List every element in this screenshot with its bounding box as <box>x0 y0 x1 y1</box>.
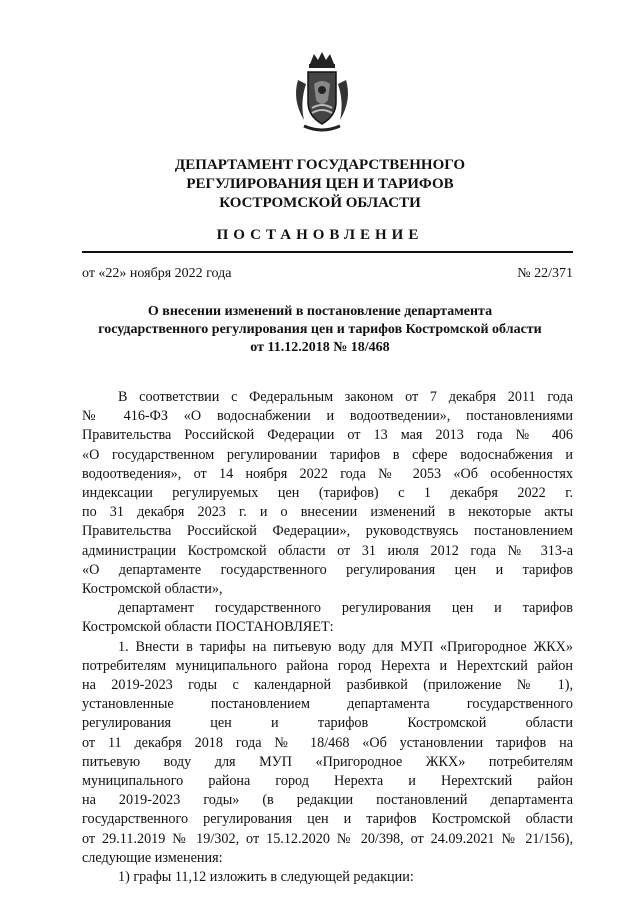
body-line: питьевую воду для МУП «Пригородное ЖКХ» потребителям <box>82 753 573 770</box>
body-line: индексации регулируемых цен (тарифов) с 1 декабря 2022 г. <box>82 485 573 502</box>
body-line: Правительства Российской Федерации от 13 мая 2013 года № 406 <box>82 427 573 444</box>
body-line: потребителям муниципального района город Нерехта и Нерехтский район <box>82 657 573 674</box>
body-line: № 416-ФЗ «О водоснабжении и водоотведении», постановлениями <box>82 408 573 425</box>
body-line: от 11 декабря 2018 года № 18/468 «Об установлении тарифов на <box>82 734 573 751</box>
body-line: «О государственном регулировании тарифов в сфере водоснабжения и <box>82 446 573 463</box>
body-line: регулирования цен и тарифов Костромской области <box>82 715 573 732</box>
document-date: от «22» ноября 2022 года <box>82 266 232 281</box>
body-line: следующие изменения: <box>82 849 223 866</box>
body-line: 1) графы 11,12 изложить в следующей редакции: <box>118 869 414 886</box>
department-line: РЕГУЛИРОВАНИЯ ЦЕН И ТАРИФОВ <box>186 176 454 192</box>
body-line: государственного регулирования цен и тарифов Костромской области <box>82 811 573 828</box>
body-line: «О департаменте государственного регулирования цен и тарифов <box>82 561 573 578</box>
body-line: В соответствии с Федеральным законом от 7 декабря 2011 года <box>118 389 573 405</box>
body-line: Костромской области ПОСТАНОВЛЯЕТ: <box>82 619 334 636</box>
document-number: № 22/371 <box>517 266 573 281</box>
department-name <box>0 156 640 213</box>
body-line: на 2019-2023 годы с календарной разбивкой (приложение № 1), <box>82 677 573 694</box>
title-line: от 11.12.2018 № 18/468 <box>250 340 390 355</box>
body-line: водоотведения», от 14 ноября 2022 года № 2053 «Об особенностях <box>82 465 573 482</box>
body-line: 1. Внести в тарифы на питьевую воду для МУП «Пригородное ЖКХ» <box>118 638 573 655</box>
document-body <box>82 388 573 887</box>
title-line: государственного регулирования цен и тарифов Костромской области <box>98 322 542 337</box>
coat-of-arms-icon <box>290 50 354 134</box>
header-divider <box>82 251 573 253</box>
body-line: от 29.11.2019 № 19/302, от 15.12.2020 № 20/398, от 24.09.2021 № 21/156), <box>82 830 573 847</box>
body-line: Костромской области», <box>82 581 223 598</box>
body-line: на 2019-2023 годы» (в редакции постановлений департамента <box>82 792 573 809</box>
title-line: О внесении изменений в постановление департамента <box>147 304 493 319</box>
body-line: установленные постановлением департамента государственного <box>82 696 573 713</box>
document-title <box>60 303 580 357</box>
body-line: департамент государственного регулирования цен и тарифов <box>118 600 573 617</box>
body-line: муниципального района город Нерехта и Нерехтский район <box>82 773 573 790</box>
department-line: ДЕПАРТАМЕНТ ГОСУДАРСТВЕННОГО <box>174 157 466 173</box>
body-line: по 31 декабря 2023 г. и о внесении изменений в некоторые акты <box>82 504 573 521</box>
department-line: КОСТРОМСКОЙ ОБЛАСТИ <box>219 195 421 211</box>
document-type: ПОСТАНОВЛЕНИЕ <box>216 227 424 243</box>
body-line: администрации Костромской области от 31 июля 2012 года № 313-а <box>82 542 573 559</box>
body-line: Правительства Российской Федерации», руководствуясь постановлением <box>82 523 573 540</box>
